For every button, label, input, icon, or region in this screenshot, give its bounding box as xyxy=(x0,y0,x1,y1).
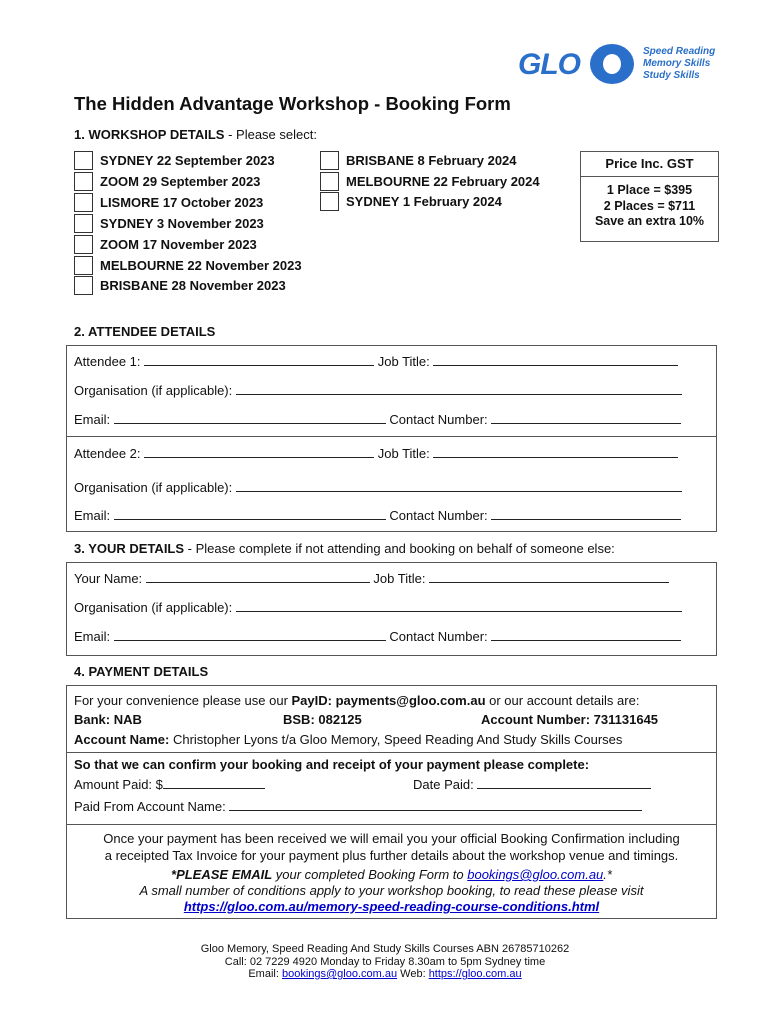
checkbox[interactable] xyxy=(320,151,339,170)
workshop-option[interactable] xyxy=(74,150,275,170)
email-field[interactable] xyxy=(114,629,386,641)
workshop-label: SYDNEY 3 November 2023 xyxy=(100,215,264,231)
divider xyxy=(66,824,717,825)
attendee1-label: Attendee 1: xyxy=(74,354,141,369)
amount-paid-field[interactable] xyxy=(163,777,265,789)
attendee2-field[interactable] xyxy=(144,446,374,458)
confirmation-line1: Once your payment has been received we will email you your official Booking Confirmation including xyxy=(103,831,680,846)
please-email-end: .* xyxy=(603,867,612,882)
checkbox[interactable] xyxy=(74,151,93,170)
conditions-link-row xyxy=(66,898,717,916)
email-field[interactable] xyxy=(114,508,386,520)
organisation-row xyxy=(74,480,682,495)
your-name-field[interactable] xyxy=(146,571,370,583)
email-label: Email: xyxy=(74,629,111,644)
attendee1-row xyxy=(74,354,678,369)
organisation-label: Organisation (if applicable): xyxy=(74,600,233,615)
organisation-label: Organisation (if applicable): xyxy=(74,383,233,398)
organisation-row xyxy=(74,600,682,615)
price-two-places: 2 Places = $711 xyxy=(603,198,696,213)
payment-intro xyxy=(74,693,639,708)
workshop-label: ZOOM 17 November 2023 xyxy=(100,236,257,252)
section3-title: 3. YOUR DETAILS xyxy=(74,541,185,556)
footer-line1: Gloo Memory, Speed Reading And Study Skills Courses ABN 26785710262 xyxy=(200,943,570,955)
job-title-field[interactable] xyxy=(429,571,669,583)
attendee1-field[interactable] xyxy=(144,354,374,366)
footer-line2: Call: 02 7229 4920 Monday to Friday 8.30am to 5pm Sydney time xyxy=(224,956,546,968)
workshop-label: SYDNEY 22 September 2023 xyxy=(100,152,275,168)
your-name-label: Your Name: xyxy=(74,571,143,586)
confirmation-line2: a receipted Tax Invoice for your payment plus further details about the workshop venue and timings. xyxy=(104,848,679,863)
footer-web-label: Web: xyxy=(397,968,429,980)
paid-from-row xyxy=(74,799,642,814)
date-paid-field[interactable] xyxy=(477,777,651,789)
bookings-email-link[interactable]: bookings@gloo.com.au xyxy=(467,867,604,882)
job-title-label: Job Title: xyxy=(377,354,430,369)
workshop-label: MELBOURNE 22 February 2024 xyxy=(346,173,540,189)
checkbox[interactable] xyxy=(74,256,93,275)
workshop-option[interactable] xyxy=(320,150,517,170)
logo-tagline: Speed Reading xyxy=(643,46,716,57)
workshop-label: BRISBANE 8 February 2024 xyxy=(346,152,517,168)
contact-label: Contact Number: xyxy=(389,508,488,523)
payment-intro-text: For your convenience please use our xyxy=(74,693,292,708)
account-name: Christopher Lyons t/a Gloo Memory, Speed Reading And Study Skills Courses xyxy=(169,732,623,747)
workshop-option[interactable] xyxy=(320,191,502,211)
workshop-option[interactable] xyxy=(320,171,540,191)
checkbox[interactable] xyxy=(74,193,93,212)
section2-title: 2. ATTENDEE DETAILS xyxy=(74,324,216,339)
attendee-details-box xyxy=(66,345,717,532)
checkbox[interactable] xyxy=(74,276,93,295)
contact-label: Contact Number: xyxy=(389,629,488,644)
amount-paid-label: Amount Paid: $ xyxy=(74,777,163,792)
workshop-option[interactable] xyxy=(74,234,257,254)
section1-heading xyxy=(74,127,317,142)
section4-heading xyxy=(74,664,208,679)
job-title-label: Job Title: xyxy=(373,571,426,586)
logo-tagline: Study Skills xyxy=(643,70,700,81)
amount-paid-row xyxy=(74,777,265,792)
section1-title: 1. WORKSHOP DETAILS xyxy=(74,127,225,142)
checkbox[interactable] xyxy=(74,214,93,233)
email-row xyxy=(74,629,681,644)
footer-email-link[interactable]: bookings@gloo.com.au xyxy=(281,968,398,980)
account-name-row xyxy=(74,732,622,747)
workshop-option[interactable] xyxy=(74,171,260,191)
contact-field[interactable] xyxy=(491,629,681,641)
checkbox[interactable] xyxy=(320,192,339,211)
confirm-heading: So that we can confirm your booking and receipt of your payment please complete: xyxy=(74,757,590,772)
email-label: Email: xyxy=(74,508,111,523)
divider xyxy=(66,752,717,753)
payment-intro-end: or our account details are: xyxy=(485,693,640,708)
please-email: *PLEASE EMAIL xyxy=(171,867,273,882)
section4-title: 4. PAYMENT DETAILS xyxy=(74,664,209,679)
organisation-field[interactable] xyxy=(236,480,682,492)
workshop-label: LISMORE 17 October 2023 xyxy=(100,194,264,210)
checkbox[interactable] xyxy=(74,172,93,191)
bank-name: Bank: NAB xyxy=(74,712,142,727)
workshop-label: SYDNEY 1 February 2024 xyxy=(346,193,502,209)
workshop-option[interactable] xyxy=(74,192,263,212)
date-paid-row xyxy=(413,777,651,792)
date-paid-label: Date Paid: xyxy=(413,777,474,792)
contact-field[interactable] xyxy=(491,508,681,520)
page-title: The Hidden Advantage Workshop - Booking Form xyxy=(74,93,511,114)
job-title-field[interactable] xyxy=(433,354,678,366)
footer-web-link[interactable]: https://gloo.com.au xyxy=(428,968,522,980)
email-row xyxy=(74,412,681,427)
footer-line3 xyxy=(0,967,770,981)
price-saving: Save an extra 10% xyxy=(594,214,705,228)
contact-field[interactable] xyxy=(491,412,681,424)
section3-note: - Please complete if not attending and booking on behalf of someone else: xyxy=(184,541,615,556)
conditions-text: A small number of conditions apply to your workshop booking, to read these please visit xyxy=(139,883,644,898)
attendee2-label: Attendee 2: xyxy=(74,446,141,461)
attendee2-row xyxy=(74,446,678,461)
conditions-link[interactable]: https://gloo.com.au/memory-speed-reading-course-conditions.html xyxy=(183,899,600,914)
workshop-option[interactable] xyxy=(74,213,264,233)
logo-taglines xyxy=(643,46,715,82)
organisation-row xyxy=(74,383,682,398)
organisation-field[interactable] xyxy=(236,600,682,612)
workshop-label: ZOOM 29 September 2023 xyxy=(100,173,261,189)
contact-label: Contact Number: xyxy=(389,412,488,427)
paid-from-field[interactable] xyxy=(229,799,642,811)
logo-tagline: Memory Skills xyxy=(643,58,711,69)
email-row xyxy=(74,508,681,523)
organisation-field[interactable] xyxy=(236,383,682,395)
account-name-label: Account Name: xyxy=(74,732,170,747)
checkbox[interactable] xyxy=(74,235,93,254)
your-name-row xyxy=(74,571,669,586)
price-one-place: 1 Place = $395 xyxy=(606,183,693,197)
job-title-label: Job Title: xyxy=(377,446,430,461)
section2-heading xyxy=(74,324,215,339)
workshop-label: BRISBANE 28 November 2023 xyxy=(100,277,286,293)
job-title-field[interactable] xyxy=(433,446,678,458)
logo-wordmark: GLO xyxy=(518,48,580,81)
bsb: BSB: 082125 xyxy=(283,712,362,727)
price-box xyxy=(580,151,719,242)
divider xyxy=(66,436,717,437)
checkbox[interactable] xyxy=(320,172,339,191)
email-label: Email: xyxy=(74,412,111,427)
workshop-label: MELBOURNE 22 November 2023 xyxy=(100,257,302,273)
workshop-option[interactable] xyxy=(74,255,302,275)
workshop-option[interactable] xyxy=(74,275,286,295)
section3-heading xyxy=(74,541,615,556)
payid: PayID: payments@gloo.com.au xyxy=(291,693,486,708)
price-heading: Price Inc. GST xyxy=(581,152,718,177)
email-field[interactable] xyxy=(114,412,386,424)
footer-email-label: Email: xyxy=(248,968,282,980)
section1-note: - Please select: xyxy=(224,127,317,142)
paid-from-label: Paid From Account Name: xyxy=(74,799,226,814)
please-email-rest: your completed Booking Form to xyxy=(272,867,468,882)
account-number: Account Number: 731131645 xyxy=(481,712,659,727)
organisation-label: Organisation (if applicable): xyxy=(74,480,233,495)
